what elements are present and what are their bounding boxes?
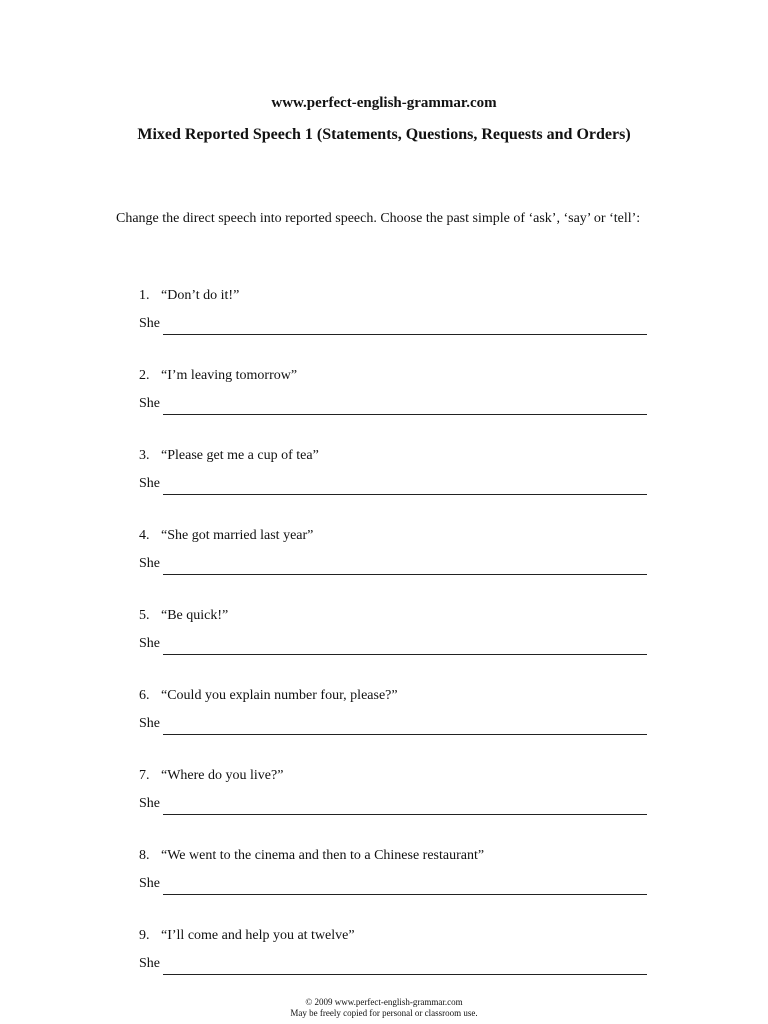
answer-row (139, 553, 647, 575)
item-number: 5. (139, 608, 150, 623)
answer-blank[interactable] (163, 399, 647, 415)
direct-speech-quote: “Be quick!” (161, 608, 229, 623)
exercise-question (139, 765, 283, 787)
instructions-text: Change the direct speech into reported speech. Choose the past simple of ‘ask’, ‘say’ or ‘tell’: (116, 211, 641, 226)
exercise-question (139, 365, 297, 387)
item-number: 9. (139, 928, 150, 943)
answer-blank[interactable] (163, 639, 647, 655)
site-url[interactable]: www.perfect-english-grammar.com (271, 95, 497, 111)
worksheet-title: Mixed Reported Speech 1 (Statements, Questions, Requests and Orders) (137, 126, 631, 143)
exercise-item (139, 365, 649, 445)
exercise-question (139, 445, 319, 467)
answer-row (139, 313, 647, 335)
answer-blank[interactable] (163, 959, 647, 975)
answer-row (139, 793, 647, 815)
exercise-item (139, 925, 649, 1005)
answer-blank[interactable] (163, 719, 647, 735)
direct-speech-quote: “She got married last year” (161, 528, 314, 543)
answer-prefix: She (139, 716, 160, 731)
exercise-item (139, 525, 649, 605)
answer-blank[interactable] (163, 479, 647, 495)
answer-blank[interactable] (163, 799, 647, 815)
answer-row (139, 713, 647, 735)
answer-prefix: She (139, 876, 160, 891)
direct-speech-quote: “Where do you live?” (161, 768, 284, 783)
exercise-question (139, 685, 398, 707)
item-number: 2. (139, 368, 150, 383)
direct-speech-quote: “Don’t do it!” (161, 288, 240, 303)
answer-prefix: She (139, 316, 160, 331)
exercise-question (139, 925, 355, 947)
answer-blank[interactable] (163, 559, 647, 575)
answer-blank[interactable] (163, 319, 647, 335)
direct-speech-quote: “Could you explain number four, please?” (161, 688, 398, 703)
exercise-question (139, 525, 313, 547)
answer-blank[interactable] (163, 879, 647, 895)
direct-speech-quote: “Please get me a cup of tea” (161, 448, 319, 463)
answer-prefix: She (139, 956, 160, 971)
direct-speech-quote: “I’m leaving tomorrow” (161, 368, 298, 383)
direct-speech-quote: “I’ll come and help you at twelve” (161, 928, 355, 943)
exercise-item (139, 845, 649, 925)
page-footer (0, 997, 768, 1019)
answer-prefix: She (139, 396, 160, 411)
exercise-item (139, 285, 649, 365)
footer-copyright: © 2009 www.perfect-english-grammar.com (305, 997, 463, 1007)
answer-prefix: She (139, 476, 160, 491)
exercise-question (139, 605, 228, 627)
footer-note: May be freely copied for personal or classroom use. (290, 1008, 478, 1018)
answer-prefix: She (139, 556, 160, 571)
answer-row (139, 633, 647, 655)
answer-row (139, 873, 647, 895)
exercise-item (139, 605, 649, 685)
item-number: 1. (139, 288, 150, 303)
item-number: 6. (139, 688, 150, 703)
answer-row (139, 953, 647, 975)
answer-row (139, 473, 647, 495)
exercise-item (139, 765, 649, 845)
exercise-question (139, 285, 239, 307)
item-number: 7. (139, 768, 150, 783)
exercise-item (139, 685, 649, 765)
direct-speech-quote: “We went to the cinema and then to a Chinese restaurant” (161, 848, 485, 863)
exercise-question (139, 845, 484, 867)
answer-row (139, 393, 647, 415)
answer-prefix: She (139, 796, 160, 811)
item-number: 4. (139, 528, 150, 543)
exercise-list (139, 285, 649, 1005)
answer-prefix: She (139, 636, 160, 651)
item-number: 8. (139, 848, 150, 863)
exercise-item (139, 445, 649, 525)
item-number: 3. (139, 448, 150, 463)
